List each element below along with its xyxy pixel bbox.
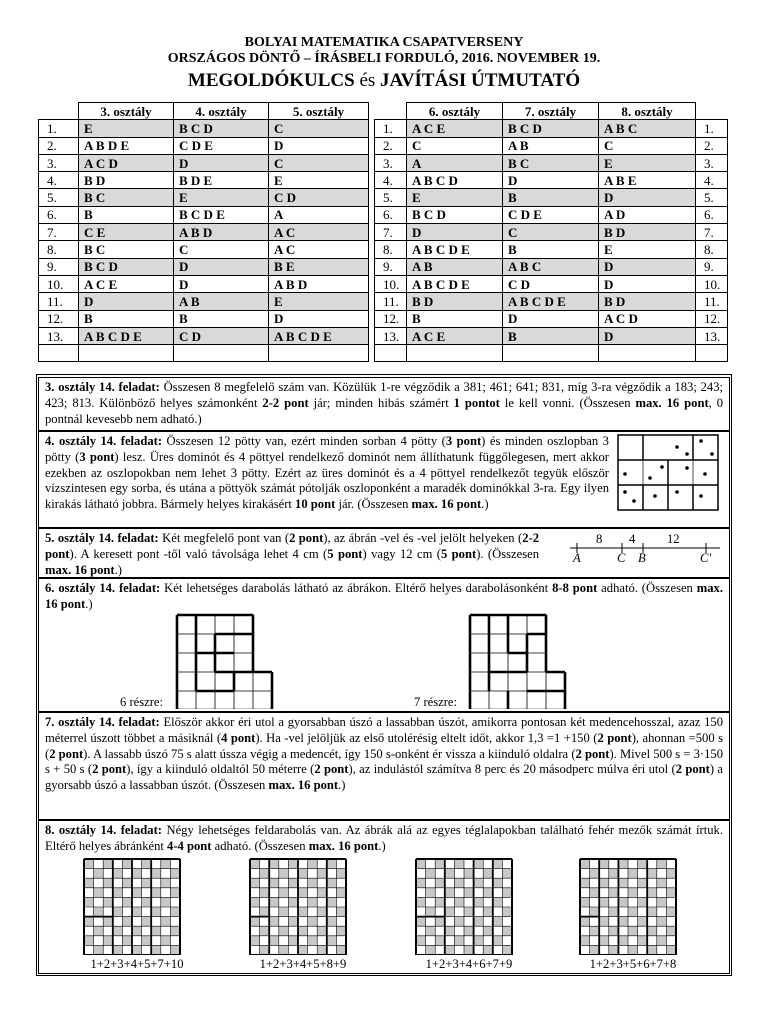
task6-label-right: 7 részre: xyxy=(414,695,458,709)
row-number: 5. xyxy=(375,189,407,206)
task7-bold: max. 16 pont xyxy=(268,778,339,793)
answer-cell: D xyxy=(599,258,696,275)
answer-cell: D xyxy=(269,310,369,327)
answer-cell: B D xyxy=(407,293,503,310)
answer-cell: E xyxy=(269,172,369,189)
task5-bold: max. 16 pont xyxy=(45,562,115,577)
table-row xyxy=(39,275,369,292)
task3-box xyxy=(38,377,730,431)
task7-text: .) xyxy=(338,778,346,793)
table-row xyxy=(375,275,728,292)
answer-cell: A B C xyxy=(503,258,599,275)
task6-bold: max. 16 pont xyxy=(45,581,723,611)
row-number: 12. xyxy=(39,310,79,327)
task4-text: ) és minden oszlopban 3 pötty ( xyxy=(45,434,609,464)
task8-text: adható. (Összesen xyxy=(211,838,309,853)
answer-cell: A B C D E xyxy=(269,327,369,344)
task6-text: adható. (Összesen xyxy=(597,581,697,595)
table-row xyxy=(375,137,728,154)
row-number: 1. xyxy=(375,120,407,137)
table-row xyxy=(39,258,369,275)
row-number: 1. xyxy=(696,120,728,137)
row-number: 9. xyxy=(375,258,407,275)
task8-text: Négy lehetséges feldarabolás van. Az ábrák alá az egyes téglalapokban található fehér mezők számát írtuk. Eltérő helyes ábránként xyxy=(45,823,723,853)
table-row xyxy=(375,224,728,241)
empty-cell xyxy=(269,345,369,362)
table-row xyxy=(39,154,369,171)
answer-cell: E xyxy=(407,189,503,206)
table-row xyxy=(375,241,728,258)
title-part-a: MEGOLDÓKULCS xyxy=(187,70,355,91)
answer-cell: A C xyxy=(269,241,369,258)
task5-title: 5. osztály 14. feladat: xyxy=(45,531,159,545)
task8-bold: 4-4 pont xyxy=(167,838,212,853)
seg-label: 12 xyxy=(667,532,680,546)
empty-cell xyxy=(79,345,174,362)
column-header: 5. osztály xyxy=(269,103,369,120)
row-number: 4. xyxy=(696,172,728,189)
table-row xyxy=(39,293,369,310)
table-row xyxy=(39,327,369,344)
answer-cell: C xyxy=(503,224,599,241)
page-title xyxy=(0,70,768,92)
row-number: 11. xyxy=(696,293,728,310)
table-row xyxy=(375,258,728,275)
answer-cell: E xyxy=(599,241,696,258)
task3-text: , 0 pontnál kevesebb nem adható.) xyxy=(45,395,724,426)
answer-cell: A B xyxy=(503,137,599,154)
task7-text: ), ahonnan =500 s ( xyxy=(45,730,723,761)
answer-cell: D xyxy=(599,327,696,344)
row-number: 13. xyxy=(375,327,407,344)
empty-cell xyxy=(174,345,269,362)
empty-cell xyxy=(503,345,599,362)
task5-bold: 2 pont xyxy=(289,531,324,545)
task6-bold: 8-8 pont xyxy=(552,581,598,595)
table-row xyxy=(39,310,369,327)
answer-cell: B xyxy=(174,310,269,327)
point-label: A xyxy=(573,551,581,565)
row-number: 10. xyxy=(696,275,728,292)
table-row xyxy=(39,172,369,189)
column-header: 4. osztály xyxy=(174,103,269,120)
table-corner xyxy=(375,103,407,120)
answer-cell: B C D xyxy=(503,120,599,137)
answer-cell: D xyxy=(599,189,696,206)
answer-cell: E xyxy=(599,154,696,171)
task3-text: le kell vonni. (Összesen xyxy=(499,395,636,410)
task3-bold: 2-2 pont xyxy=(262,395,309,410)
task6-text: .) xyxy=(85,596,93,611)
row-number: 5. xyxy=(39,189,79,206)
answer-cell: E xyxy=(79,120,174,137)
answer-cell: D xyxy=(503,172,599,189)
answer-cell: E xyxy=(269,293,369,310)
answer-cell: B C D xyxy=(174,120,269,137)
task7-bold: 4 pont xyxy=(221,730,256,745)
row-number: 9. xyxy=(696,258,728,275)
table-corner xyxy=(39,103,79,120)
answer-cell: B C xyxy=(79,241,174,258)
task4-title: 4. osztály 14. feladat: xyxy=(45,434,163,448)
task5-text: Két megfelelő pont van ( xyxy=(158,531,290,545)
answer-cell: B xyxy=(79,310,174,327)
task3-bold: 1 pontot xyxy=(453,395,500,410)
answer-cell: A B C D E xyxy=(503,293,599,310)
row-number: 2. xyxy=(375,137,407,154)
answer-cell: A B D xyxy=(174,224,269,241)
task7-bold: 2 pont xyxy=(49,746,84,761)
answer-cell: C D xyxy=(503,275,599,292)
answer-cell: D xyxy=(174,258,269,275)
answer-cell: D xyxy=(503,310,599,327)
row-number: 5. xyxy=(696,189,728,206)
row-number: 6. xyxy=(696,206,728,223)
answer-cell: A C D xyxy=(79,154,174,171)
row-number: 12. xyxy=(696,310,728,327)
answer-cell: C xyxy=(407,137,503,154)
table-row xyxy=(375,154,728,171)
row-number: 11. xyxy=(39,293,79,310)
answer-cell: A C E xyxy=(407,327,503,344)
header-line1: BOLYAI MATEMATIKA CSAPATVERSENY xyxy=(244,35,524,50)
task7-bold: 2 pont xyxy=(92,762,127,777)
task7-text: ), az indulástól számítva 8 perc és 20 másodperc múlva éri utol ( xyxy=(348,762,676,777)
table-row xyxy=(375,120,728,137)
task5-bold: 5 pont xyxy=(440,546,477,561)
answer-cell: A C xyxy=(269,224,369,241)
table-row xyxy=(39,137,369,154)
task4-text: .) xyxy=(481,497,489,512)
answer-cell: B E xyxy=(269,258,369,275)
point-label: C' xyxy=(700,551,712,565)
title-part-c: JAVÍTÁSI ÚTMUTATÓ xyxy=(380,70,581,91)
table-corner xyxy=(696,103,728,120)
task6-figure-6-parts xyxy=(175,613,279,709)
answer-cell: B C D E xyxy=(174,206,269,223)
row-number: 1. xyxy=(39,120,79,137)
table-row-empty xyxy=(39,345,369,362)
row-number: 4. xyxy=(39,172,79,189)
seg-label: 8 xyxy=(596,532,603,546)
task4-bold: 3 pont xyxy=(445,434,482,448)
row-number: 12. xyxy=(375,310,407,327)
task3-bold: max. 16 pont xyxy=(635,395,709,410)
row-number: 13. xyxy=(696,327,728,344)
task7-bold: 2 pont xyxy=(597,730,632,745)
answer-cell: C xyxy=(269,120,369,137)
answer-cell: C D xyxy=(174,327,269,344)
table-row xyxy=(375,206,728,223)
column-header: 3. osztály xyxy=(79,103,174,120)
task4-bold: 3 pont xyxy=(79,449,115,464)
seg-label: 4 xyxy=(629,532,636,546)
answer-cell: C D E xyxy=(174,137,269,154)
row-number: 7. xyxy=(696,224,728,241)
task4-text: Összesen 12 pötty van, ezért minden sorban 4 pötty ( xyxy=(162,434,446,448)
row-number: 7. xyxy=(39,224,79,241)
table-row xyxy=(39,189,369,206)
task7-text: ), így a kiinduló oldaltól 50 méterre ( xyxy=(126,762,315,777)
answer-cell: A D xyxy=(599,206,696,223)
answer-cell: C xyxy=(599,137,696,154)
checkerboard-caption-1: 1+2+3+4+5+7+10 xyxy=(90,957,184,971)
answer-cell: C xyxy=(174,241,269,258)
task7-text: ). Ha -vel jelöljük az első utolérésig eltelt időt, akkor 1,3 =1 +150 ( xyxy=(255,730,598,745)
task5-text: ) vagy 12 cm ( xyxy=(362,546,441,561)
row-number: 3. xyxy=(696,154,728,171)
task5-text: ). (Összesen xyxy=(476,546,539,561)
answer-cell: A B C D xyxy=(407,172,503,189)
task3-title: 3. osztály 14. feladat: xyxy=(45,380,160,394)
answer-cell: D xyxy=(599,275,696,292)
task7-text: ) a gyorsabb úszó a lassabban úszót. (Összesen xyxy=(45,762,723,793)
task7-text: Először akkor éri utol a gyorsabban úszó a lassabban úszót, amikorra pontosan két medencehosszal, azaz 150 méterrel úszott többet a másiknál ( xyxy=(45,715,723,745)
task7-bold: 2 pont xyxy=(314,762,349,777)
table-row xyxy=(375,310,728,327)
table-row xyxy=(39,224,369,241)
task7-bold: 2 pont xyxy=(575,746,610,761)
answer-cell: A C E xyxy=(407,120,503,137)
answer-cell: B C D xyxy=(79,258,174,275)
task5-bold: 5 pont xyxy=(327,546,363,561)
row-number: 2. xyxy=(696,137,728,154)
header-line2: ORSZÁGOS DÖNTŐ – ÍRÁSBELI FORDULÓ, 2016. NOVEMBER 19. xyxy=(167,51,601,66)
answer-cell: B D xyxy=(599,293,696,310)
answer-cell: E xyxy=(174,189,269,206)
answer-cell: C D E xyxy=(503,206,599,223)
row-number: 3. xyxy=(375,154,407,171)
task4-text: ) lesz. Üres dominót és 4 pöttyel rendelkező dominót nem állíthatunk függőlegesen, mert akkor ezekben az oszlopokban nem lehet 3 pötty. Ezért az üres dominót és a 4 pöttyel rendelkezőt tegyük először vízszintesen egy sorba, és utána a pöttyök számát pótolják oszloponként a maradék dominókkal 3-ra. Egy ilyen kirakás látható jobbra. Bármely helyes kirakásért xyxy=(45,449,610,512)
task6-label-left: 6 részre: xyxy=(120,695,164,709)
checkerboard-figure-1 xyxy=(82,857,192,955)
domino-grid-figure xyxy=(617,434,721,512)
answer-cell: C D xyxy=(269,189,369,206)
answer-cell: A B C D E xyxy=(407,241,503,258)
answer-cell: B D xyxy=(599,224,696,241)
answer-cell: A B C D E xyxy=(407,275,503,292)
answer-table-right xyxy=(374,102,728,362)
answer-cell: A B E xyxy=(599,172,696,189)
column-header: 6. osztály xyxy=(407,103,503,120)
point-label: B xyxy=(638,551,646,565)
row-number: 13. xyxy=(39,327,79,344)
title-part-b: és xyxy=(359,70,376,91)
checkerboard-figure-3 xyxy=(414,857,524,955)
answer-cell: B xyxy=(503,189,599,206)
answer-cell: B xyxy=(79,206,174,223)
answer-cell: B xyxy=(407,310,503,327)
task7-text: ). Mivel 500 s = 3·150 s + 50 s ( xyxy=(45,746,723,777)
task7-box xyxy=(38,712,730,820)
empty-cell xyxy=(696,345,728,362)
answer-cell: A B xyxy=(407,258,503,275)
answer-cell: A C D xyxy=(599,310,696,327)
table-row xyxy=(375,327,728,344)
answer-cell: D xyxy=(407,224,503,241)
checkerboard-figure-2 xyxy=(248,857,358,955)
row-number: 10. xyxy=(39,275,79,292)
checkerboard-caption-4: 1+2+3+5+6+7+8 xyxy=(589,957,677,971)
answer-cell: B xyxy=(503,327,599,344)
task6-box xyxy=(38,578,730,712)
task4-bold: 10 pont xyxy=(295,497,336,512)
empty-cell xyxy=(39,345,79,362)
answer-cell: D xyxy=(174,154,269,171)
task4-bold: max. 16 pont xyxy=(411,497,482,512)
column-header: 8. osztály xyxy=(599,103,696,120)
answer-cell: D xyxy=(174,275,269,292)
row-number: 6. xyxy=(375,206,407,223)
table-row-empty xyxy=(375,345,728,362)
task5-text: .) xyxy=(114,562,122,577)
task5-text: ). A keresett pont -től való távolsága lehet 4 cm ( xyxy=(69,546,328,561)
task6-figure-7-parts xyxy=(468,613,572,709)
table-row xyxy=(39,241,369,258)
number-line-figure xyxy=(560,530,726,576)
answer-cell: A xyxy=(269,206,369,223)
table-row xyxy=(375,293,728,310)
empty-cell xyxy=(407,345,503,362)
row-number: 7. xyxy=(375,224,407,241)
checkerboard-figure-4 xyxy=(578,857,688,955)
row-number: 3. xyxy=(39,154,79,171)
task5-text: ), az ábrán -vel és -vel jelölt helyeken ( xyxy=(323,531,523,545)
answer-cell: A B D E xyxy=(79,137,174,154)
task3-text: jár; minden hibás számért xyxy=(308,395,454,410)
task7-text: ). A lassabb úszó 75 s alatt ússza végig a medencét, így 150 s-onként ér vissza a kiinduló oldalra ( xyxy=(83,746,576,761)
answer-cell: B D E xyxy=(174,172,269,189)
row-number: 8. xyxy=(39,241,79,258)
task5-bold: 2-2 pont xyxy=(45,531,539,561)
answer-cell: B C D xyxy=(407,206,503,223)
answer-table-left xyxy=(38,102,369,362)
task6-text: Két lehetséges darabolás látható az ábrákon. Eltérő helyes darabolásonként xyxy=(160,581,553,595)
row-number: 9. xyxy=(39,258,79,275)
answer-cell: C E xyxy=(79,224,174,241)
row-number: 4. xyxy=(375,172,407,189)
task3-text: Összesen 8 megfelelő szám van. Közülük 1-re végződik a 381; 461; 641; 831, míg 3-ra végződik a 183; 243; 423; 813. Különböző helyes számonként xyxy=(45,380,723,410)
task4-text: jár. (Összesen xyxy=(335,497,412,512)
answer-cell: B xyxy=(503,241,599,258)
empty-cell xyxy=(375,345,407,362)
task8-title: 8. osztály 14. feladat: xyxy=(45,823,162,837)
row-number: 8. xyxy=(696,241,728,258)
point-label: C xyxy=(617,551,626,565)
checkerboard-caption-2: 1+2+3+4+5+8+9 xyxy=(259,957,347,971)
empty-cell xyxy=(599,345,696,362)
task8-text: .) xyxy=(378,838,386,853)
answer-cell: A B C xyxy=(599,120,696,137)
table-row xyxy=(375,172,728,189)
column-header: 7. osztály xyxy=(503,103,599,120)
row-number: 11. xyxy=(375,293,407,310)
answer-cell: B C xyxy=(79,189,174,206)
answer-cell: A B D xyxy=(269,275,369,292)
answer-cell: D xyxy=(269,137,369,154)
row-number: 8. xyxy=(375,241,407,258)
answer-cell: B D xyxy=(79,172,174,189)
answer-cell: B C xyxy=(503,154,599,171)
table-row xyxy=(39,120,369,137)
checkerboard-caption-3: 1+2+3+4+6+7+9 xyxy=(425,957,513,971)
task8-bold: max. 16 pont xyxy=(308,838,379,853)
row-number: 2. xyxy=(39,137,79,154)
table-row xyxy=(375,189,728,206)
answer-cell: A C E xyxy=(79,275,174,292)
answer-cell: A B C D E xyxy=(79,327,174,344)
task6-title: 6. osztály 14. feladat: xyxy=(45,581,161,595)
answer-cell: A B xyxy=(174,293,269,310)
task7-bold: 2 pont xyxy=(675,762,710,777)
row-number: 6. xyxy=(39,206,79,223)
table-row xyxy=(39,206,369,223)
answer-cell: D xyxy=(79,293,174,310)
row-number: 10. xyxy=(375,275,407,292)
answer-cell: C xyxy=(269,154,369,171)
task7-title: 7. osztály 14. feladat: xyxy=(45,715,160,729)
answer-cell: A xyxy=(407,154,503,171)
